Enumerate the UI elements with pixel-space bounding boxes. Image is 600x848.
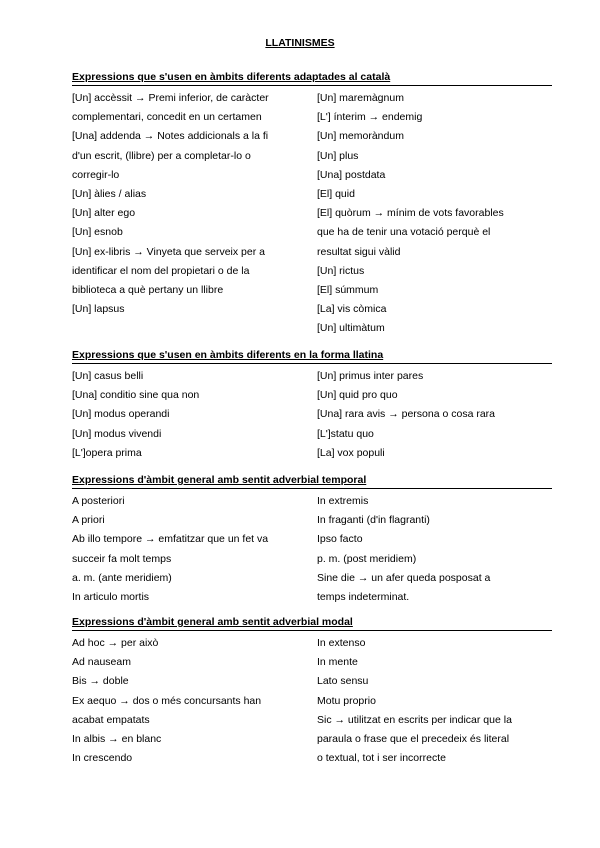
- entry-line: identificar el nom del propietari o de la: [72, 264, 250, 277]
- entry-line: Ad hoc → per això: [72, 637, 159, 649]
- entry-line: In extenso: [317, 637, 366, 649]
- entry-line: que ha de tenir una votació perquè el: [317, 226, 491, 239]
- entry-line: [Un] modus vivendi: [72, 427, 162, 440]
- section-heading: Expressions que s'usen en àmbits diferents en la forma llatina: [72, 348, 552, 364]
- entry-line: [L'] ínterim → endemig: [317, 111, 423, 124]
- entry-line: Sine die → un afer queda posposat a: [317, 571, 491, 584]
- entry-line: [Una] postdata: [317, 168, 386, 181]
- entry-line: temps indeterminat.: [317, 590, 410, 603]
- entry-line: a. m. (ante meridiem): [72, 571, 172, 584]
- entry-line: Lato sensu: [317, 675, 369, 688]
- entry-line: [El] súmmum: [317, 283, 379, 296]
- entry-line: [La] vox populi: [317, 446, 385, 459]
- entry-line: [Un] àlies / alias: [72, 187, 147, 200]
- entry-line: A priori: [72, 514, 105, 527]
- right-column: [317, 367, 552, 463]
- section-heading: Expressions que s'usen en àmbits diferents adaptades al català: [72, 70, 552, 86]
- entry-line: [Un] alter ego: [72, 207, 136, 220]
- left-column: [72, 492, 317, 607]
- entry-line: complementari, concedit en un certamen: [72, 111, 262, 124]
- section-adverbial-modal: [72, 615, 552, 768]
- entry-line: [Un] casus belli: [72, 370, 144, 382]
- left-column: [72, 89, 317, 338]
- entry-line: [El] quid: [317, 187, 355, 200]
- entry-line: Sic → utilitzat en escrits per indicar que la: [317, 713, 512, 726]
- entry-line: paraula o frase que el precedeix és literal: [317, 732, 510, 745]
- entry-line: [L']statu quo: [317, 427, 374, 440]
- section-adapted: [72, 70, 552, 338]
- entry-line: In fraganti (d'in flagranti): [317, 514, 430, 527]
- section-heading: Expressions d'àmbit general amb sentit adverbial modal: [72, 615, 552, 631]
- entry-line: resultat sigui vàlid: [317, 245, 401, 258]
- entry-line: [Un] plus: [317, 149, 359, 162]
- section-heading: Expressions d'àmbit general amb sentit adverbial temporal: [72, 473, 552, 489]
- right-column: [317, 89, 552, 338]
- entry-line: [Una] rara avis → persona o cosa rara: [317, 408, 495, 421]
- section-adverbial-temporal: [72, 473, 552, 607]
- entry-line: [L']opera prima: [72, 446, 142, 459]
- entry-line: [Un] lapsus: [72, 303, 125, 316]
- left-column: [72, 634, 317, 768]
- entry-line: [Una] addenda → Notes addicionals a la fi: [72, 130, 269, 143]
- entry-line: [Un] ultimàtum: [317, 322, 385, 335]
- entry-line: [Un] primus inter pares: [317, 370, 424, 382]
- entry-line: In mente: [317, 656, 358, 669]
- entry-line: [Un] memoràndum: [317, 130, 404, 143]
- left-column: [72, 367, 317, 463]
- entry-line: acabat empatats: [72, 713, 150, 726]
- entry-line: [Un] modus operandi: [72, 408, 170, 421]
- entry-line: [Un] esnob: [72, 226, 123, 239]
- right-column: [317, 492, 552, 607]
- entry-line: p. m. (post meridiem): [317, 552, 417, 565]
- entry-line: [Un] ex-libris → Vinyeta que serveix per a: [72, 245, 265, 258]
- entry-line: Ab illo tempore → emfatitzar que un fet va: [72, 533, 269, 546]
- entry-line: [Un] quid pro quo: [317, 389, 398, 402]
- entry-line: o textual, tot i ser incorrecte: [317, 752, 446, 765]
- entry-line: corregir-lo: [72, 168, 120, 181]
- entry-line: Ipso facto: [317, 533, 363, 546]
- section-latin-form: [72, 348, 552, 463]
- entry-line: Ad nauseam: [72, 656, 131, 669]
- right-column: [317, 634, 552, 768]
- entry-line: Bis → doble: [72, 675, 129, 688]
- entry-line: [La] vis còmica: [317, 303, 387, 316]
- entry-line: Motu proprio: [317, 694, 376, 707]
- entry-line: In albis → en blanc: [72, 732, 162, 745]
- entry-line: In articulo mortis: [72, 590, 150, 603]
- page-title: LLATINISMES: [265, 37, 335, 49]
- entry-line: In crescendo: [72, 752, 133, 765]
- entry-line: [Un] rictus: [317, 264, 365, 277]
- entry-line: Ex aequo → dos o més concursants han: [72, 694, 262, 707]
- entry-line: d'un escrit, (llibre) per a completar-lo o: [72, 149, 251, 162]
- entry-line: [Un] maremàgnum: [317, 92, 404, 104]
- entry-line: biblioteca a què pertany un llibre: [72, 283, 224, 296]
- entry-line: [El] quòrum → mínim de vots favorables: [317, 207, 504, 220]
- entry-line: [Un] accèssit → Premi inferior, de caràcter: [72, 92, 269, 104]
- entry-line: [Una] conditio sine qua non: [72, 389, 200, 402]
- entry-line: A posteriori: [72, 495, 125, 507]
- entry-line: succeir fa molt temps: [72, 552, 172, 565]
- entry-line: In extremis: [317, 495, 369, 507]
